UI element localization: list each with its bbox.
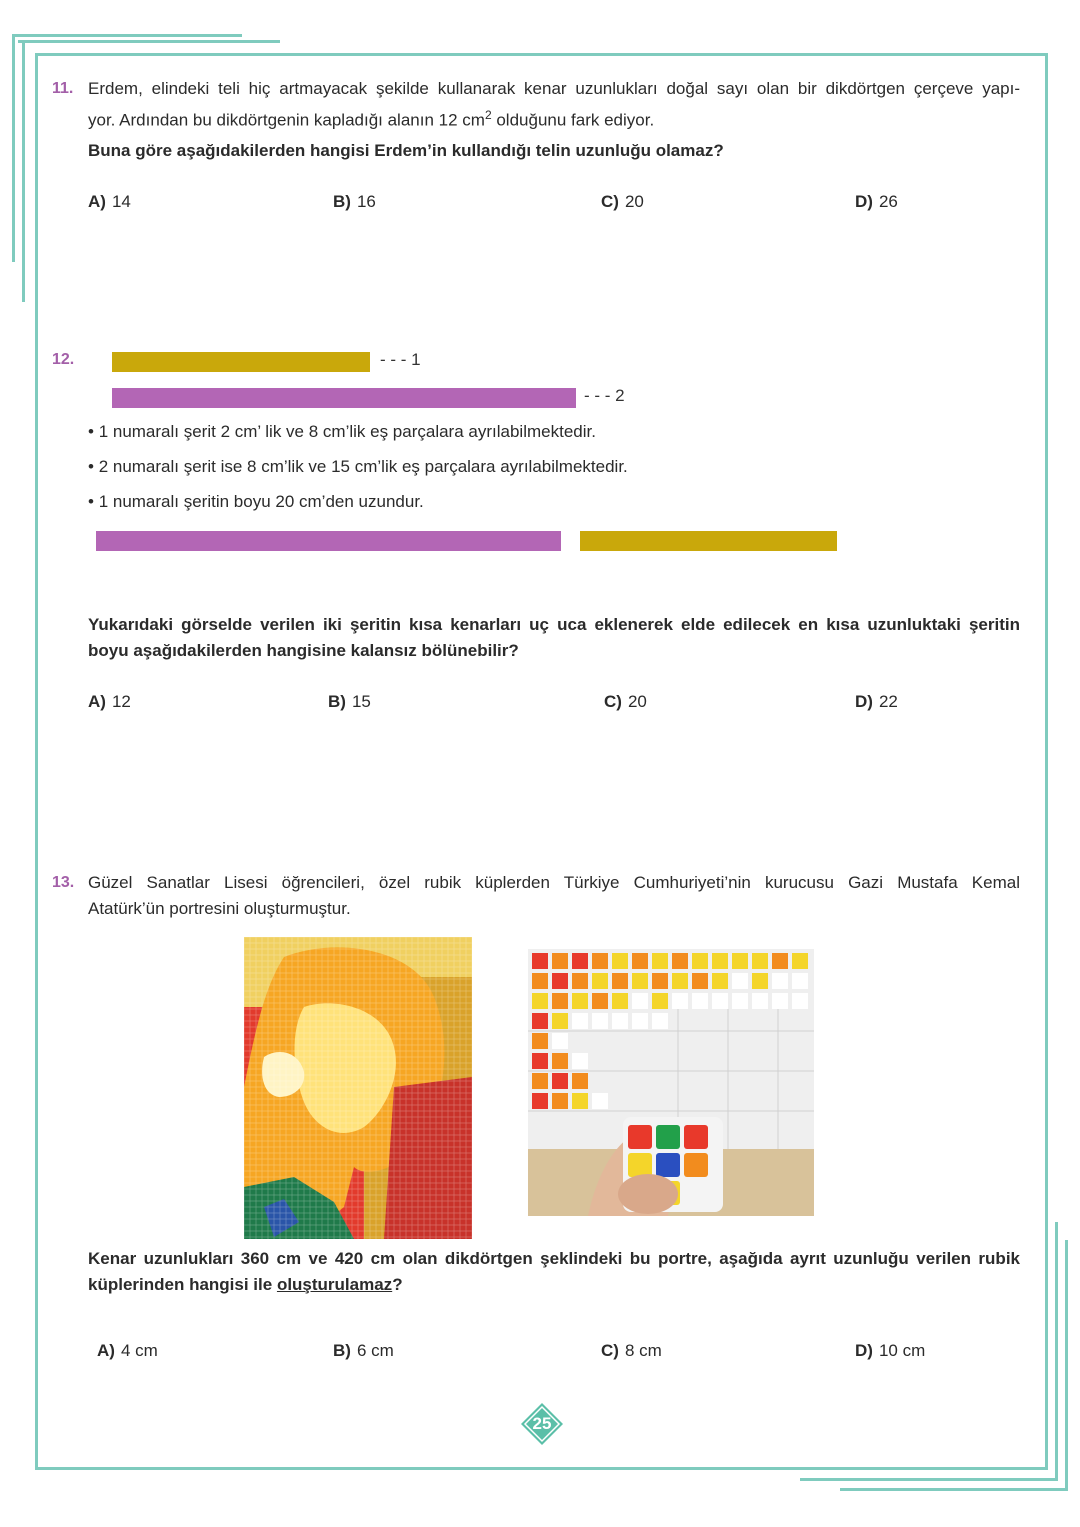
rubik-closeup-photo <box>528 949 814 1216</box>
option-key: A) <box>97 1341 115 1360</box>
joined-strip-1 <box>580 531 837 551</box>
option-value: 22 <box>878 692 898 711</box>
bullet-item: • 1 numaralı şeritin boyu 20 cm’den uzundur. <box>88 492 424 511</box>
question-text-line1: Erdem, elindeki teli hiç artmayacak şekilde kullanarak kenar uzunlukları doğal sayı olan bir dikdörtgen çerçeve yapı- <box>88 79 1020 98</box>
closeup-cubes-image <box>528 949 814 1216</box>
option-b[interactable] <box>328 692 371 712</box>
strip-2 <box>112 388 576 408</box>
option-value: 14 <box>111 192 131 211</box>
joined-strip-2 <box>96 531 561 551</box>
frame-bottom-inner <box>800 1478 1058 1481</box>
frame-right-outer <box>1065 1240 1068 1490</box>
frame-top-outer <box>12 34 242 37</box>
option-b[interactable] <box>333 192 376 212</box>
option-key: D) <box>855 692 873 711</box>
option-d[interactable] <box>855 192 898 212</box>
question-prompt-line2 <box>88 1272 1020 1298</box>
question-text-line1: Güzel Sanatlar Lisesi öğrencileri, özel rubik küplerden Türkiye Cumhuriyeti’nin kurucusu Gazi Mustafa Kemal <box>88 873 1020 892</box>
text-part: küplerinden hangisi ile <box>88 1275 277 1294</box>
superscript: 2 <box>484 108 492 122</box>
strip-1-label: - - - 1 <box>380 350 421 369</box>
option-key: B) <box>328 692 346 711</box>
option-key: C) <box>601 192 619 211</box>
option-value: 20 <box>627 692 647 711</box>
option-key: B) <box>333 1341 351 1360</box>
frame-right-main <box>1045 53 1048 1470</box>
option-key: A) <box>88 192 106 211</box>
bullet-item: • 2 numaralı şerit ise 8 cm’lik ve 15 cm’lik eş parçalara ayrılabilmektedir. <box>88 457 628 476</box>
option-key: C) <box>601 1341 619 1360</box>
question-text-line2: Atatürk’ün portresini oluşturmuştur. <box>88 899 351 918</box>
option-value: 12 <box>111 692 131 711</box>
frame-right-inner <box>1055 1222 1058 1479</box>
page-number: 25 <box>532 1414 552 1433</box>
bullet-text: 1 numaralı şeritin boyu 20 cm’den uzundur. <box>98 492 424 511</box>
question-number: 11. <box>52 80 74 97</box>
strip-1 <box>112 352 370 372</box>
option-a[interactable] <box>97 1341 158 1361</box>
frame-left-main <box>35 53 38 1470</box>
question-prompt: Buna göre aşağıdakilerden hangisi Erdem’in kullandığı telin uzunluğu olamaz? <box>88 141 724 160</box>
option-key: B) <box>333 192 351 211</box>
option-key: D) <box>855 192 873 211</box>
option-value: 10 cm <box>878 1341 926 1360</box>
text-part: yor. Ardından bu dikdörtgenin kapladığı alanın 12 cm <box>88 110 485 130</box>
bullet-text: 1 numaralı şerit 2 cm’ lik ve 8 cm’lik eş parçalara ayrılabilmektedir. <box>98 422 596 441</box>
question-prompt-line2: boyu aşağıdakilerden hangisine kalansız bölünebilir? <box>88 641 519 660</box>
option-key: D) <box>855 1341 873 1360</box>
option-d[interactable] <box>855 692 898 712</box>
bullet-text: 2 numaralı şerit ise 8 cm’lik ve 15 cm’lik eş parçalara ayrılabilmektedir. <box>98 457 628 476</box>
option-value: 26 <box>878 192 898 211</box>
question-prompt-line1: Kenar uzunlukları 360 cm ve 420 cm olan dikdörtgen şeklindeki bu portre, aşağıda ayrıt uzunluğu verilen rubik <box>88 1249 1020 1268</box>
option-c[interactable] <box>604 692 647 712</box>
option-a[interactable] <box>88 692 131 712</box>
option-a[interactable] <box>88 192 131 212</box>
question-number: 13. <box>52 874 75 891</box>
option-c[interactable] <box>601 1341 662 1361</box>
option-b[interactable] <box>333 1341 394 1361</box>
question-number: 12. <box>52 351 75 368</box>
option-value: 8 cm <box>624 1341 662 1360</box>
underlined-word: oluşturulamaz <box>276 1275 393 1294</box>
frame-bottom-main <box>35 1467 1048 1470</box>
option-value: 15 <box>351 692 371 711</box>
option-value: 16 <box>356 192 376 211</box>
text-part: ? <box>392 1275 403 1294</box>
question-text-line2 <box>88 102 1020 134</box>
option-key: C) <box>604 692 622 711</box>
portrait-mosaic-image <box>244 937 472 1239</box>
option-value: 4 cm <box>120 1341 158 1360</box>
frame-left-outer <box>12 34 15 262</box>
frame-top-main <box>35 53 1048 56</box>
option-key: A) <box>88 692 106 711</box>
question-prompt-line1: Yukarıdaki görselde verilen iki şeritin kısa kenarları uç uca eklenerek elde edilecek en kısa uzunluktaki şeritin <box>88 615 1020 634</box>
rubik-portrait-photo <box>244 937 472 1239</box>
frame-bottom-outer <box>840 1488 1068 1491</box>
frame-left-mid <box>22 40 25 302</box>
option-value: 20 <box>624 192 644 211</box>
text-part: olduğunu fark ediyor. <box>491 110 655 130</box>
page-number-badge <box>520 1402 564 1446</box>
option-d[interactable] <box>855 1341 925 1361</box>
option-value: 6 cm <box>356 1341 394 1360</box>
bullet-item: • 1 numaralı şerit 2 cm’ lik ve 8 cm’lik eş parçalara ayrılabilmektedir. <box>88 422 596 441</box>
frame-top-mid <box>18 40 280 43</box>
strip-2-label: - - - 2 <box>584 386 625 405</box>
option-c[interactable] <box>601 192 644 212</box>
